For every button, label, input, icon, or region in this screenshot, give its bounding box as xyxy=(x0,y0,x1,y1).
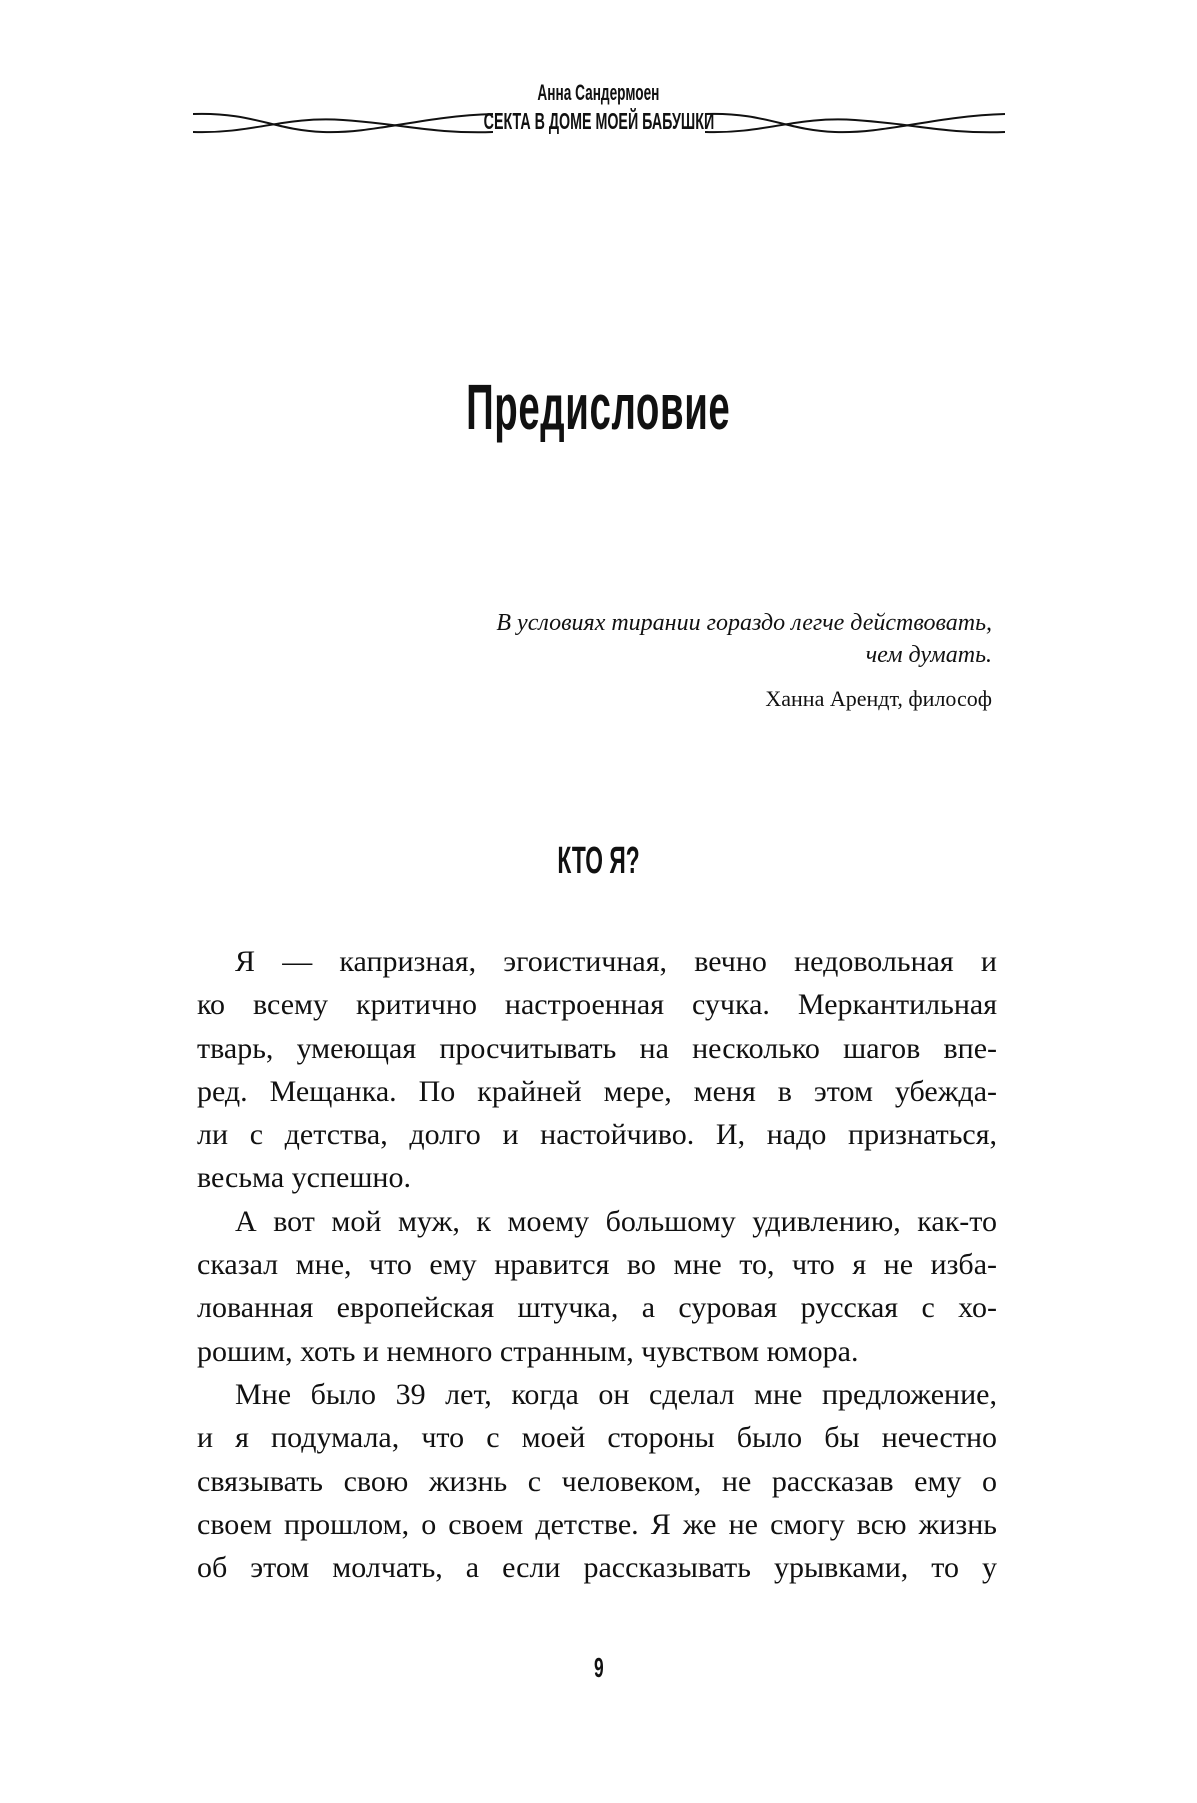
paragraph-line: лованная европейская штучка, а суровая русская с хо- xyxy=(197,1291,997,1325)
epigraph-line: В условиях тирании гораздо легче действовать, xyxy=(496,610,992,636)
epigraph-attribution: Ханна Арендт, философ xyxy=(765,686,992,711)
paragraph-line: связывать свою жизнь с человеком, не рассказав ему о xyxy=(197,1464,997,1498)
running-header-author: Анна Сандермоен xyxy=(537,80,660,105)
chapter-title: Предисловие xyxy=(466,371,731,443)
paragraph-line: ред. Мещанка. По крайней мере, меня в этом убежда- xyxy=(197,1074,997,1108)
right-ornament-icon xyxy=(705,110,1005,140)
paragraph-line: тварь, умеющая просчитывать на несколько шагов впе- xyxy=(197,1031,997,1065)
paragraph-line: ко всему критично настроенная сучка. Меркантильная xyxy=(197,988,997,1022)
paragraph-line: сказал мне, что ему нравится во мне то, что я не изба- xyxy=(197,1248,997,1282)
paragraph-line: рошим, хоть и немного странным, чувством юмора. xyxy=(197,1334,859,1368)
paragraph-line: Я — капризная, эгоистичная, вечно недовольная и xyxy=(235,945,997,978)
epigraph-line: чем думать. xyxy=(865,642,992,668)
running-header-book-title: СЕКТА В ДОМЕ МОЕЙ БАБУШКИ xyxy=(483,108,714,134)
paragraph-line: ли с детства, долго и настойчиво. И, надо признаться, xyxy=(197,1118,997,1152)
page-number: 9 xyxy=(593,1652,604,1683)
paragraph-line: об этом молчать, а если рассказывать урывками, то у xyxy=(197,1551,997,1585)
section-title: КТО Я? xyxy=(557,840,640,882)
paragraph-line: А вот мой муж, к моему большому удивлению, как-то xyxy=(235,1204,997,1238)
paragraph-line: Мне было 39 лет, когда он сделал мне предложение, xyxy=(235,1377,997,1411)
body-text xyxy=(197,940,997,1589)
paragraph-line: своем прошлом, о своем детстве. Я же не смогу всю жизнь xyxy=(197,1507,997,1541)
paragraph-line: весьма успешно. xyxy=(197,1161,411,1195)
paragraph-line: и я подумала, что с моей стороны было бы нечестно xyxy=(197,1421,997,1455)
